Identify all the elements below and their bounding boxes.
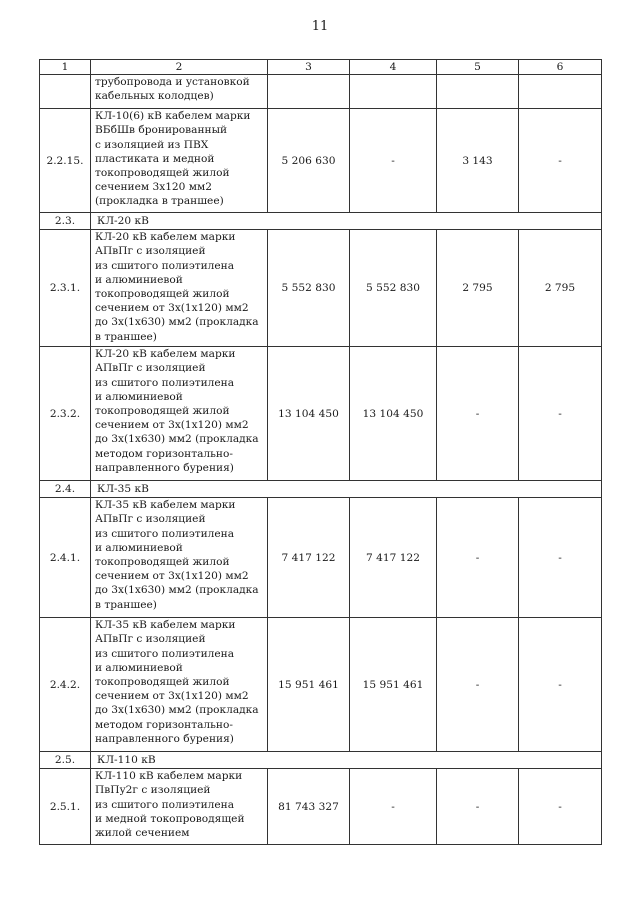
row-col4: 13 104 450 bbox=[350, 347, 437, 481]
section-code: 2.3. bbox=[40, 213, 91, 230]
row-description: трубопровода и установкой кабельных колодцев) bbox=[91, 75, 268, 109]
section-row bbox=[40, 752, 602, 769]
row-col5 bbox=[437, 75, 519, 109]
row-description: КЛ-110 кВ кабелем марки ПвПу2г с изоляцией из сшитого полиэтилена и медной токопроводящей жилой сечением bbox=[91, 769, 268, 845]
column-header-3: 3 bbox=[268, 60, 350, 75]
section-row bbox=[40, 213, 602, 230]
row-col3: 81 743 327 bbox=[268, 769, 350, 845]
section-title: КЛ-20 кВ bbox=[91, 213, 602, 230]
row-col5: - bbox=[437, 498, 519, 618]
row-col5: - bbox=[437, 769, 519, 845]
row-code: 2.3.2. bbox=[40, 347, 91, 481]
row-col4: 7 417 122 bbox=[350, 498, 437, 618]
column-header-6: 6 bbox=[519, 60, 602, 75]
row-code: 2.3.1. bbox=[40, 230, 91, 347]
row-col6 bbox=[519, 75, 602, 109]
table-row bbox=[40, 769, 602, 845]
row-col5: - bbox=[437, 618, 519, 752]
table-row bbox=[40, 618, 602, 752]
section-code: 2.5. bbox=[40, 752, 91, 769]
section-code: 2.4. bbox=[40, 481, 91, 498]
row-col5: 3 143 bbox=[437, 109, 519, 213]
section-row bbox=[40, 481, 602, 498]
row-description: КЛ-35 кВ кабелем марки АПвПг с изоляцией из сшитого полиэтилена и алюминиевой токопроводящей жилой сечением от 3х(1х120) мм2 до 3х(1х630) мм2 (прокладка методом горизонтально- направленного бурения) bbox=[91, 618, 268, 752]
row-col4: 5 552 830 bbox=[350, 230, 437, 347]
row-col6: - bbox=[519, 109, 602, 213]
column-number-row bbox=[40, 60, 602, 75]
row-col4 bbox=[350, 75, 437, 109]
section-title: КЛ-110 кВ bbox=[91, 752, 602, 769]
row-col4: - bbox=[350, 769, 437, 845]
row-col3: 13 104 450 bbox=[268, 347, 350, 481]
row-col5: - bbox=[437, 347, 519, 481]
row-description: КЛ-20 кВ кабелем марки АПвПг с изоляцией из сшитого полиэтилена и алюминиевой токопроводящей жилой сечением от 3х(1х120) мм2 до 3х(1х630) мм2 (прокладка методом горизонтально- направленного бурения) bbox=[91, 347, 268, 481]
column-header-1: 1 bbox=[40, 60, 91, 75]
rates-table bbox=[39, 59, 602, 845]
column-header-2: 2 bbox=[91, 60, 268, 75]
table-row bbox=[40, 109, 602, 213]
row-col6: - bbox=[519, 347, 602, 481]
row-col3: 15 951 461 bbox=[268, 618, 350, 752]
table-row bbox=[40, 230, 602, 347]
column-header-5: 5 bbox=[437, 60, 519, 75]
continuation-row bbox=[40, 75, 602, 109]
row-col6: 2 795 bbox=[519, 230, 602, 347]
row-code: 2.5.1. bbox=[40, 769, 91, 845]
row-description: КЛ-10(6) кВ кабелем марки ВБбШв бронированный с изоляцией из ПВХ пластиката и медной токопроводящей жилой сечением 3х120 мм2 (прокладка в траншее) bbox=[91, 109, 268, 213]
row-description: КЛ-20 кВ кабелем марки АПвПг с изоляцией из сшитого полиэтилена и алюминиевой токопроводящей жилой сечением от 3х(1х120) мм2 до 3х(1х630) мм2 (прокладка в траншее) bbox=[91, 230, 268, 347]
row-col5: 2 795 bbox=[437, 230, 519, 347]
row-col6: - bbox=[519, 498, 602, 618]
row-col3: 5 206 630 bbox=[268, 109, 350, 213]
section-title: КЛ-35 кВ bbox=[91, 481, 602, 498]
row-col4: - bbox=[350, 109, 437, 213]
row-col3 bbox=[268, 75, 350, 109]
row-col3: 5 552 830 bbox=[268, 230, 350, 347]
row-col3: 7 417 122 bbox=[268, 498, 350, 618]
row-description: КЛ-35 кВ кабелем марки АПвПг с изоляцией из сшитого полиэтилена и алюминиевой токопроводящей жилой сечением от 3х(1х120) мм2 до 3х(1х630) мм2 (прокладка в траншее) bbox=[91, 498, 268, 618]
table-row bbox=[40, 347, 602, 481]
page-number: 11 bbox=[311, 19, 329, 34]
row-code: 2.4.1. bbox=[40, 498, 91, 618]
row-col4: 15 951 461 bbox=[350, 618, 437, 752]
row-col6: - bbox=[519, 769, 602, 845]
row-code bbox=[40, 75, 91, 109]
row-code: 2.2.15. bbox=[40, 109, 91, 213]
table-row bbox=[40, 498, 602, 618]
row-code: 2.4.2. bbox=[40, 618, 91, 752]
column-header-4: 4 bbox=[350, 60, 437, 75]
row-col6: - bbox=[519, 618, 602, 752]
